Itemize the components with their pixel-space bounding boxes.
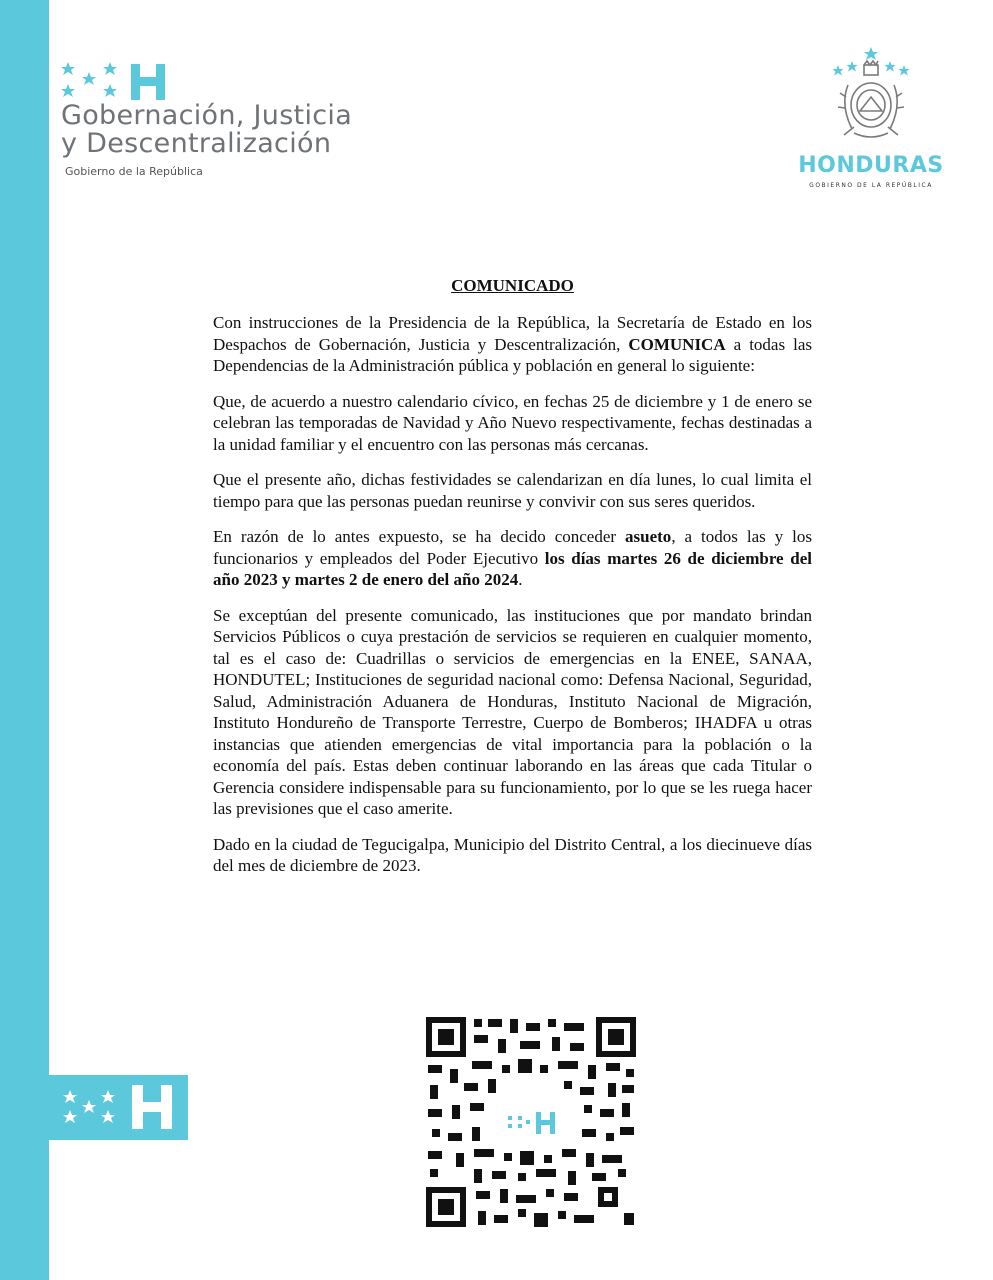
paragraph-4-intro: En razón de lo antes expuesto, se ha decido conceder [213, 527, 626, 546]
ministry-name-line2: y Descentralización [61, 128, 332, 159]
paragraph-5: Se exceptúan del presente comunicado, las instituciones que por mandato brindan Servicios Públicos o cuya prestación de servicios se requieren en cualquier momento, tal es el caso de: Cuadrillas o servicios de emergencias en la ENEE, SANAA, HONDUTEL; Instituciones de seguridad nacional como: Defensa Nacional, Seguridad, Salud, Administración Aduanera de Honduras, Instituto Nacional de Migración, Instituto Hondureño de Transporte Terrestre, Cuerpo de Bomberos; IHADFA u otras instancias que atienden emergencias de vital importancia para la población o la economía del país. Estas deben continuar laborando en las áreas que cada Titular o Gerencia considere indispensable para su funcionamiento, por lo que se les ruega hacer las previsiones que el caso amerite. [213, 605, 812, 818]
country-subtitle: GOBIERNO DE LA REPÚBLICA [809, 182, 933, 189]
communique-title: COMUNICADO [451, 276, 574, 295]
paragraph-1 [213, 312, 812, 377]
ministry-name [61, 102, 421, 158]
paragraph-1-bold: COMUNICA [628, 334, 726, 354]
bottom-h-badge [0, 1075, 188, 1140]
paragraph-4-bold-asueto: asueto [625, 527, 672, 546]
paragraph-2: Que, de acuerdo a nuestro calendario cívico, en fechas 25 de diciembre y 1 de enero se celebran las temporadas de Navidad y Año Nuevo respectivamente, fechas destinadas a la unidad familiar y el encuentro con las personas más cercanas. [213, 391, 812, 454]
communique-body [213, 276, 812, 891]
ministry-logo [60, 60, 420, 185]
paragraph-1-rest: a todas las Dependencias de la Administración pública y población en general lo siguiente: [213, 334, 812, 375]
honduras-logo [796, 45, 956, 195]
ministry-subtitle: Gobierno de la República [65, 165, 203, 178]
qr-code-icon[interactable] [422, 1013, 640, 1231]
stars-icon [60, 60, 122, 102]
h-letter-icon [130, 1083, 174, 1131]
paragraph-4-end: . [518, 570, 523, 589]
paragraph-3: Que el presente año, dichas festividades se calendarizan en día lunes, lo cual limita el tiempo para que las personas puedan reunirse y convivir con sus seres queridos. [213, 470, 812, 511]
stars-icon [60, 1088, 120, 1128]
country-name: HONDURAS [798, 153, 944, 178]
ministry-name-line1: Gobernación, Justicia [61, 100, 353, 131]
paragraph-4-bold-dates: los días martes 26 de diciembre del año 2023 y martes 2 de enero del año 2024 [213, 548, 812, 589]
paragraph-4-middle: , a todos las y los funcionarios y empleados del Poder Ejecutivo [213, 527, 812, 568]
h-letter-icon [130, 63, 166, 101]
paragraph-6: Dado en la ciudad de Tegucigalpa, Municipio del Distrito Central, a los diecinueve días del mes de diciembre de 2023. [213, 834, 812, 875]
coat-of-arms-icon [826, 45, 916, 145]
paragraph-1-intro: Con instrucciones de la Presidencia de la República, la Secretaría de Estado en los Despachos de Gobernación, Justicia y Descentralización, [213, 313, 812, 354]
paragraph-4 [213, 526, 812, 591]
